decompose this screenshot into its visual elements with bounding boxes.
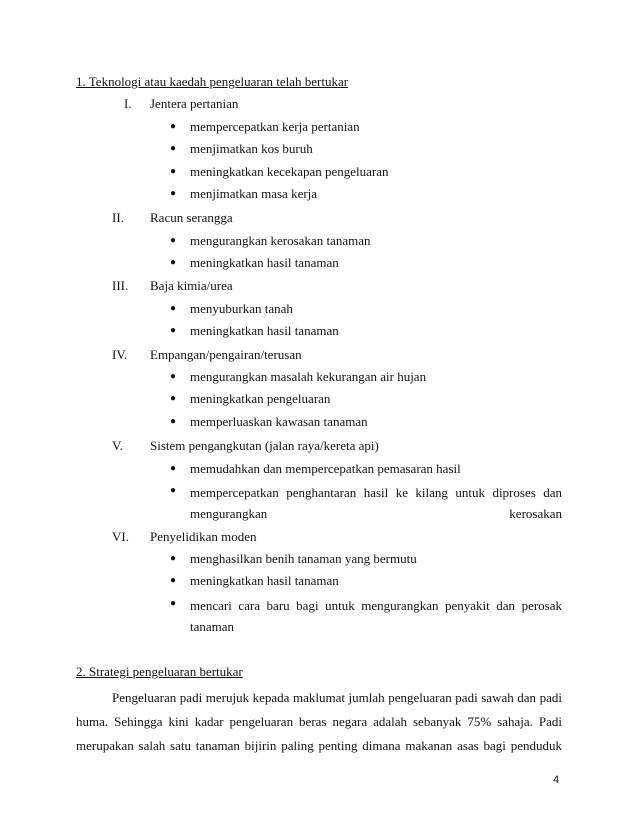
bullet-text: menyuburkan tanah <box>190 301 293 316</box>
numeral-ii: II. <box>112 210 124 225</box>
page-number: 4 <box>553 774 560 786</box>
bullet-dot: ● <box>170 188 177 199</box>
bullet-dot: ● <box>170 393 177 404</box>
bullet-text: memudahkan dan mempercepatkan pemasaran hasil <box>190 461 461 476</box>
paragraph-line: Pengeluaran padi merujuk kepada maklumat jumlah pengeluaran padi sawah dan padi <box>112 690 562 705</box>
numeral-iv: IV. <box>112 347 128 362</box>
item-title-baja: Baja kimia/urea <box>150 278 233 293</box>
bullet-text: mengurangkan masalah kekurangan air hujan <box>190 369 427 384</box>
bullet-dot: ● <box>170 325 177 336</box>
bullet-text: meningkatkan hasil tanaman <box>190 323 339 338</box>
bullet-dot: ● <box>170 257 177 268</box>
bullet-text-wrapped: mencari cara baru bagi untuk mengurangkan penyakit dan perosak tanaman <box>190 598 562 634</box>
section-2-heading: 2. Strategi pengeluaran bertukar <box>76 664 243 679</box>
bullet-text: meningkatkan hasil tanaman <box>190 255 339 270</box>
bullet-text: menjimatkan masa kerja <box>190 186 318 201</box>
bullet-text: meningkatkan hasil tanaman <box>190 573 339 588</box>
numeral-iii: III. <box>112 278 129 293</box>
bullet-text-wrapped: mempercepatkan penghantaran hasil ke kilang untuk diproses dan mengurangkan kerosakan <box>190 485 562 521</box>
bullet-dot: ● <box>170 485 177 496</box>
bullet-dot: ● <box>170 371 177 382</box>
bullet-dot: ● <box>170 235 177 246</box>
bullet-dot: ● <box>170 463 177 474</box>
item-title-penyelidikan: Penyelidikan moden <box>150 529 257 544</box>
item-title-racun: Racun serangga <box>150 210 233 225</box>
bullet-dot: ● <box>170 166 177 177</box>
bullet-dot: ● <box>170 598 177 609</box>
bullet-text: menghasilkan benih tanaman yang bermutu <box>190 551 417 566</box>
numeral-i: I. <box>124 96 132 111</box>
bullet-dot: ● <box>170 553 177 564</box>
bullet-dot: ● <box>170 575 177 586</box>
bullet-text: memperluaskan kawasan tanaman <box>190 414 368 429</box>
paragraph-line: merupakan salah satu tanaman bijirin paling penting dimana makanan asas bagi penduduk <box>76 738 562 753</box>
bullet-text: meningkatkan pengeluaran <box>190 391 331 406</box>
item-title-sistem: Sistem pengangkutan (jalan raya/kereta api) <box>150 438 379 453</box>
bullet-dot: ● <box>170 143 177 154</box>
bullet-text: menjimatkan kos buruh <box>190 141 313 156</box>
bullet-dot: ● <box>170 303 177 314</box>
bullet-text: mengurangkan kerosakan tanaman <box>190 233 371 248</box>
bullet-dot: ● <box>170 416 177 427</box>
paragraph-line: huma. Sehingga kini kadar pengeluaran beras negara adalah sebanyak 75% sahaja. Padi <box>76 714 562 729</box>
numeral-vi: VI. <box>112 529 129 544</box>
bullet-text: meningkatkan kecekapan pengeluaran <box>190 164 389 179</box>
numeral-v: V. <box>112 438 123 453</box>
item-title-empangan: Empangan/pengairan/terusan <box>150 347 302 362</box>
section-1-heading: 1. Teknologi atau kaedah pengeluaran telah bertukar <box>76 74 349 89</box>
bullet-text: mempercepatkan kerja pertanian <box>190 119 360 134</box>
bullet-dot: ● <box>170 121 177 132</box>
item-title-jentera: Jentera pertanian <box>150 96 239 111</box>
